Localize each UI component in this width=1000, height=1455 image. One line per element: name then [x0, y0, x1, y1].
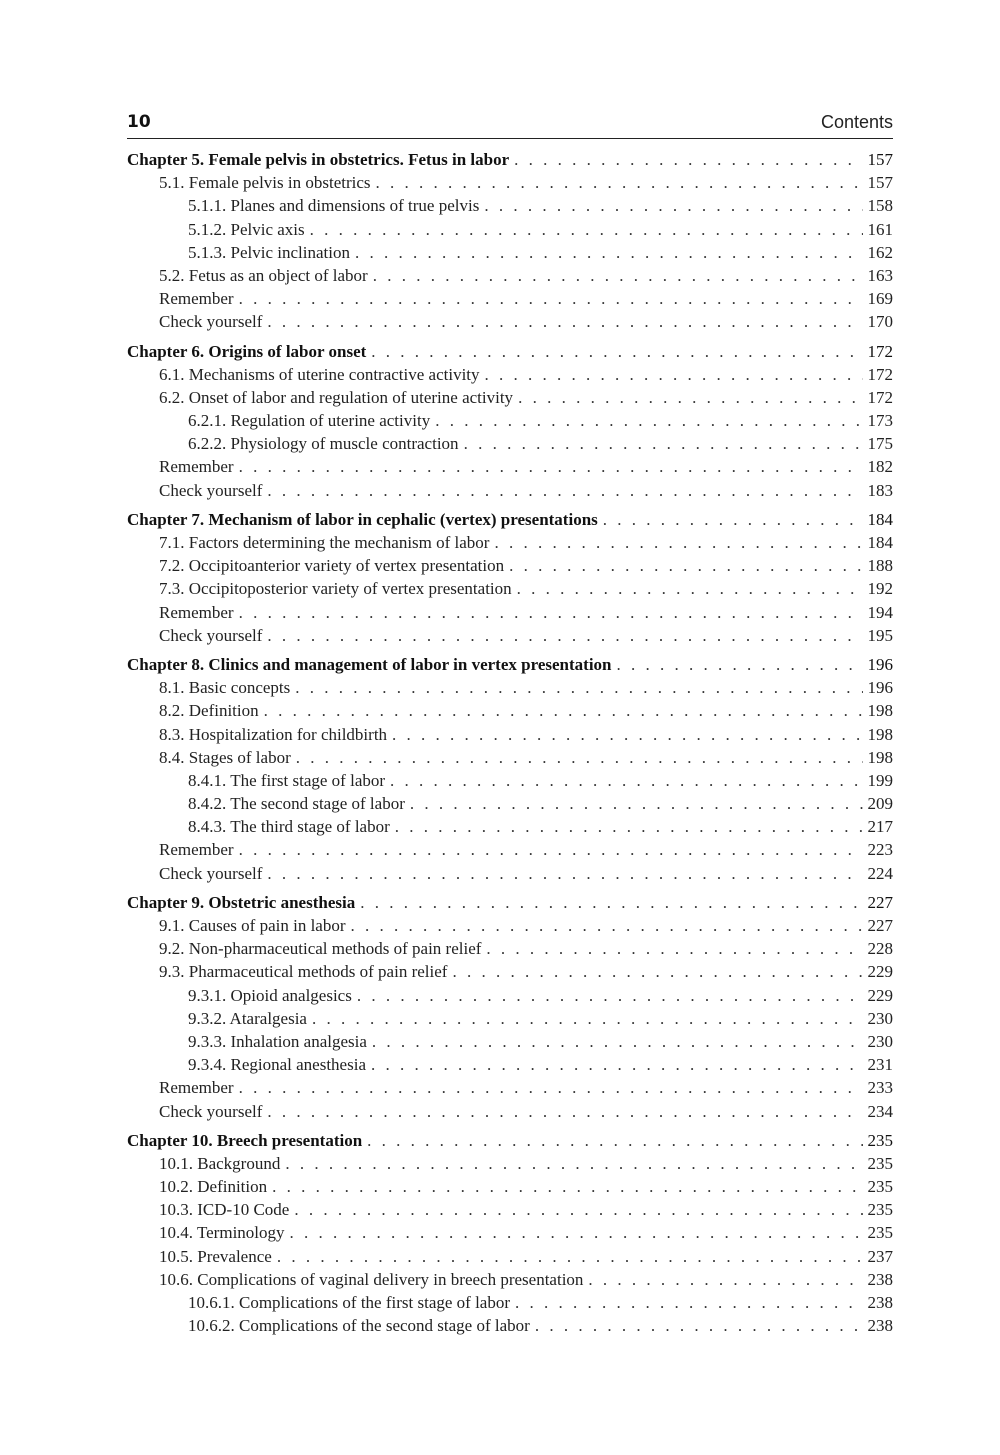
dot-leader — [267, 624, 862, 647]
toc-entry[interactable] — [127, 218, 893, 241]
toc-entry-label: 5.1.2. Pelvic axis — [188, 219, 305, 239]
toc-entry-label: 7.1. Factors determining the mechanism of labor — [159, 533, 490, 552]
toc-page-number: 199 — [867, 770, 893, 790]
table-of-contents — [127, 148, 893, 1343]
toc-entry-label: 8.4.3. The third stage of labor — [188, 817, 390, 837]
toc-chapter-title[interactable] — [127, 340, 893, 363]
toc-page-number: 217 — [867, 817, 893, 837]
toc-entry[interactable] — [127, 1291, 893, 1314]
toc-page-number: 227 — [867, 916, 893, 935]
toc-page-number: 230 — [867, 1008, 893, 1028]
toc-page-number: 194 — [867, 602, 893, 622]
toc-entry-label: 9.3.1. Opioid analgesics — [188, 985, 352, 1005]
toc-page-number: 172 — [867, 364, 893, 384]
toc-entry[interactable] — [127, 601, 893, 624]
toc-entry-label: Chapter 9. Obstetric anesthesia — [127, 892, 356, 912]
toc-page-number: 238 — [867, 1316, 893, 1336]
toc-page-number: 175 — [867, 434, 893, 454]
dot-leader — [285, 1152, 862, 1175]
dot-leader — [517, 577, 863, 600]
toc-entry-label: 8.2. Definition — [159, 701, 259, 721]
toc-page-number: 192 — [867, 579, 893, 599]
toc-page-number: 198 — [867, 747, 893, 767]
dot-leader — [267, 310, 862, 333]
toc-entry[interactable] — [127, 815, 893, 838]
toc-entry-label: 10.5. Prevalence — [159, 1246, 272, 1266]
toc-entry[interactable] — [127, 914, 893, 937]
toc-entry[interactable] — [127, 1076, 893, 1099]
toc-page-number: 235 — [867, 1177, 893, 1197]
toc-entry-label: 6.1. Mechanisms of uterine contractive activity — [159, 364, 480, 384]
toc-entry-label: Chapter 10. Breech presentation — [127, 1130, 363, 1150]
toc-entry[interactable] — [127, 310, 893, 333]
toc-page-number: 196 — [867, 678, 893, 698]
toc-entry[interactable] — [127, 531, 893, 554]
running-title: Contents — [820, 112, 893, 132]
toc-entry-label: 10.6.2. Complications of the second stage of labor — [188, 1316, 530, 1336]
dot-leader — [267, 1100, 862, 1123]
toc-entry-label: Chapter 6. Origins of labor onset — [127, 341, 367, 361]
toc-entry[interactable] — [127, 1314, 893, 1337]
toc-entry-label: 10.6. Complications of vaginal delivery in breech presentation — [159, 1269, 584, 1289]
toc-entry-label: Remember — [159, 457, 234, 477]
toc-page-number: 162 — [867, 242, 893, 262]
toc-entry-label: 5.1.1. Planes and dimensions of true pelvis — [188, 196, 480, 216]
toc-entry-label: 5.1. Female pelvis in obstetrics — [159, 173, 371, 193]
toc-page-number: 227 — [867, 892, 893, 912]
toc-entry-label: 6.2.2. Physiology of muscle contraction — [188, 434, 459, 454]
toc-entry-label: 9.2. Non-pharmaceutical methods of pain relief — [159, 939, 482, 959]
toc-chapter-title[interactable] — [127, 653, 893, 676]
dot-leader — [294, 1198, 862, 1221]
dot-leader — [603, 508, 863, 531]
dot-leader — [277, 1245, 863, 1268]
toc-entry-label: Remember — [159, 602, 234, 622]
toc-page-number: 229 — [867, 962, 893, 982]
toc-entry[interactable] — [127, 577, 893, 600]
dot-leader — [264, 699, 863, 722]
toc-entry-label: 5.1.3. Pelvic inclination — [188, 242, 350, 262]
toc-entry[interactable] — [127, 1245, 893, 1268]
dot-leader — [617, 653, 863, 676]
toc-entry[interactable] — [127, 1152, 893, 1175]
toc-entry-label: 9.3.2. Ataralgesia — [188, 1008, 307, 1028]
toc-page-number: 235 — [867, 1223, 893, 1243]
toc-entry-label: 8.3. Hospitalization for childbirth — [159, 724, 388, 744]
toc-entry[interactable] — [127, 241, 893, 264]
toc-page-number: 209 — [867, 794, 893, 814]
dot-leader — [376, 171, 863, 194]
toc-entry-label: Remember — [159, 289, 234, 309]
toc-entry-label: 9.3. Pharmaceutical methods of pain relief — [159, 962, 448, 982]
toc-entry-label: 10.1. Background — [159, 1153, 281, 1173]
toc-entry-label: 9.3.4. Regional anesthesia — [188, 1055, 366, 1075]
dot-leader — [515, 1291, 863, 1314]
toc-entry[interactable] — [127, 455, 893, 478]
toc-entry-label: 8.4.2. The second stage of labor — [188, 794, 405, 814]
dot-leader — [410, 792, 863, 815]
toc-chapter-title[interactable] — [127, 1129, 893, 1152]
toc-chapter-title[interactable] — [127, 891, 893, 914]
toc-entry-label: Chapter 7. Mechanism of labor in cephalic (vertex) presentations — [127, 509, 598, 529]
toc-chapter — [127, 508, 893, 647]
page-number: 10 — [127, 112, 151, 132]
toc-entry[interactable] — [127, 1030, 893, 1053]
toc-entry-label: 6.2.1. Regulation of uterine activity — [188, 411, 431, 431]
toc-entry[interactable] — [127, 363, 893, 386]
dot-leader — [484, 194, 862, 217]
toc-entry-label: Check yourself — [159, 1101, 263, 1121]
toc-entry[interactable] — [127, 699, 893, 722]
toc-page-number: 195 — [867, 625, 893, 645]
toc-page-number: 233 — [867, 1078, 893, 1098]
dot-leader — [267, 479, 862, 502]
toc-entry-label: 5.2. Fetus as an object of labor — [159, 265, 368, 285]
toc-chapter — [127, 891, 893, 1123]
toc-entry[interactable] — [127, 1198, 893, 1221]
dot-leader — [464, 432, 863, 455]
toc-page-number: 237 — [867, 1246, 893, 1266]
toc-page-number: 183 — [867, 480, 893, 500]
toc-entry-label: 8.1. Basic concepts — [159, 678, 291, 698]
toc-page-number: 161 — [867, 219, 893, 239]
toc-page-number: 235 — [867, 1200, 893, 1220]
dot-leader — [267, 862, 862, 885]
toc-page-number: 157 — [867, 173, 893, 193]
toc-entry[interactable] — [127, 171, 893, 194]
toc-entry[interactable] — [127, 264, 893, 287]
toc-page-number: 198 — [867, 724, 893, 744]
dot-leader — [390, 769, 862, 792]
toc-entry[interactable] — [127, 1175, 893, 1198]
dot-leader — [486, 937, 862, 960]
toc-entry[interactable] — [127, 838, 893, 861]
toc-page-number: 172 — [867, 341, 893, 361]
dot-leader — [452, 960, 862, 983]
toc-entry-label: 10.6.1. Complications of the first stage of labor — [188, 1293, 510, 1312]
toc-entry-label: Check yourself — [159, 863, 263, 883]
toc-page-number: 228 — [867, 939, 893, 959]
dot-leader — [392, 723, 862, 746]
toc-entry-label: 7.3. Occipitoposterior variety of vertex presentation — [159, 579, 512, 599]
dot-leader — [239, 838, 863, 861]
toc-page-number: 184 — [867, 509, 893, 529]
dot-leader — [239, 287, 863, 310]
toc-page-number: 170 — [867, 312, 893, 332]
dot-leader — [371, 340, 862, 363]
toc-chapter — [127, 148, 893, 334]
toc-page-number: 169 — [867, 289, 893, 309]
toc-entry[interactable] — [127, 746, 893, 769]
toc-page-number: 230 — [867, 1031, 893, 1051]
dot-leader — [310, 218, 863, 241]
toc-entry[interactable] — [127, 1268, 893, 1291]
dot-leader — [239, 1076, 863, 1099]
toc-entry-label: 10.4. Terminology — [159, 1223, 285, 1243]
dot-leader — [588, 1268, 862, 1291]
toc-entry[interactable] — [127, 862, 893, 885]
toc-entry-label: 10.2. Definition — [159, 1177, 268, 1197]
page-header — [127, 112, 893, 139]
toc-entry-label: Chapter 8. Clinics and management of labor in vertex presentation — [127, 654, 612, 674]
toc-page-number: 173 — [867, 411, 893, 431]
dot-leader — [312, 1007, 863, 1030]
toc-page-number: 235 — [867, 1130, 893, 1150]
toc-entry-label: Remember — [159, 1078, 234, 1098]
toc-page-number: 157 — [867, 150, 893, 169]
dot-leader — [509, 554, 862, 577]
dot-leader — [373, 264, 863, 287]
toc-page-number: 158 — [867, 196, 893, 216]
toc-entry[interactable] — [127, 1007, 893, 1030]
dot-leader — [360, 891, 862, 914]
toc-entry[interactable] — [127, 386, 893, 409]
dot-leader — [272, 1175, 862, 1198]
toc-page-number: 188 — [867, 556, 893, 576]
dot-leader — [514, 148, 862, 171]
toc-page-number: 234 — [867, 1101, 893, 1121]
toc-entry-label: 10.3. ICD-10 Code — [159, 1200, 290, 1220]
toc-page-number: 231 — [867, 1055, 893, 1075]
dot-leader — [485, 363, 863, 386]
toc-entry[interactable] — [127, 960, 893, 983]
dot-leader — [535, 1314, 863, 1337]
dot-leader — [290, 1221, 863, 1244]
toc-entry-label: 9.1. Causes of pain in labor — [159, 916, 346, 935]
toc-entry[interactable] — [127, 479, 893, 502]
toc-entry[interactable] — [127, 1053, 893, 1076]
dot-leader — [372, 1030, 863, 1053]
toc-entry-label: Check yourself — [159, 625, 263, 645]
toc-entry[interactable] — [127, 1100, 893, 1123]
toc-chapter-title[interactable] — [127, 508, 893, 531]
toc-entry[interactable] — [127, 769, 893, 792]
toc-page-number: 172 — [867, 387, 893, 407]
toc-chapter — [127, 1129, 893, 1338]
toc-entry-label: 6.2. Onset of labor and regulation of uterine activity — [159, 387, 514, 407]
toc-entry[interactable] — [127, 194, 893, 217]
dot-leader — [351, 914, 863, 937]
dot-leader — [295, 676, 862, 699]
toc-entry-label: 7.2. Occipitoanterior variety of vertex presentation — [159, 556, 505, 576]
dot-leader — [357, 984, 863, 1007]
toc-entry[interactable] — [127, 984, 893, 1007]
dot-leader — [371, 1053, 863, 1076]
toc-entry[interactable] — [127, 554, 893, 577]
dot-leader — [494, 531, 862, 554]
dot-leader — [239, 455, 863, 478]
toc-entry-label: Check yourself — [159, 480, 263, 500]
toc-chapter — [127, 653, 893, 885]
toc-page-number: 198 — [867, 701, 893, 721]
toc-page-number: 235 — [867, 1153, 893, 1173]
toc-entry-label: Remember — [159, 840, 234, 860]
toc-page-number: 238 — [867, 1269, 893, 1289]
toc-page-number: 223 — [867, 840, 893, 860]
dot-leader — [296, 746, 863, 769]
toc-page-number: 238 — [867, 1293, 893, 1312]
dot-leader — [355, 241, 863, 264]
dot-leader — [367, 1129, 862, 1152]
dot-leader — [518, 386, 862, 409]
dot-leader — [239, 601, 863, 624]
toc-entry[interactable] — [127, 937, 893, 960]
toc-page-number: 196 — [867, 654, 893, 674]
toc-entry[interactable] — [127, 1221, 893, 1244]
dot-leader — [395, 815, 863, 838]
dot-leader — [435, 409, 862, 432]
toc-chapter — [127, 340, 893, 502]
toc-entry-label: Chapter 5. Female pelvis in obstetrics. Fetus in labor — [127, 150, 510, 169]
toc-entry[interactable] — [127, 676, 893, 699]
toc-page-number: 182 — [867, 457, 893, 477]
toc-entry[interactable] — [127, 624, 893, 647]
toc-entry[interactable] — [127, 287, 893, 310]
toc-page-number: 229 — [867, 985, 893, 1005]
toc-entry[interactable] — [127, 792, 893, 815]
toc-entry[interactable] — [127, 432, 893, 455]
toc-entry-label: 8.4.1. The first stage of labor — [188, 770, 386, 790]
toc-page-number: 224 — [867, 863, 893, 883]
toc-chapter-title[interactable] — [127, 148, 893, 171]
toc-page-number: 184 — [867, 533, 893, 552]
toc-entry-label: 8.4. Stages of labor — [159, 747, 291, 767]
toc-entry-label: 9.3.3. Inhalation analgesia — [188, 1031, 367, 1051]
toc-entry[interactable] — [127, 409, 893, 432]
toc-entry-label: Check yourself — [159, 312, 263, 332]
toc-entry[interactable] — [127, 723, 893, 746]
toc-page-number: 163 — [867, 265, 893, 285]
